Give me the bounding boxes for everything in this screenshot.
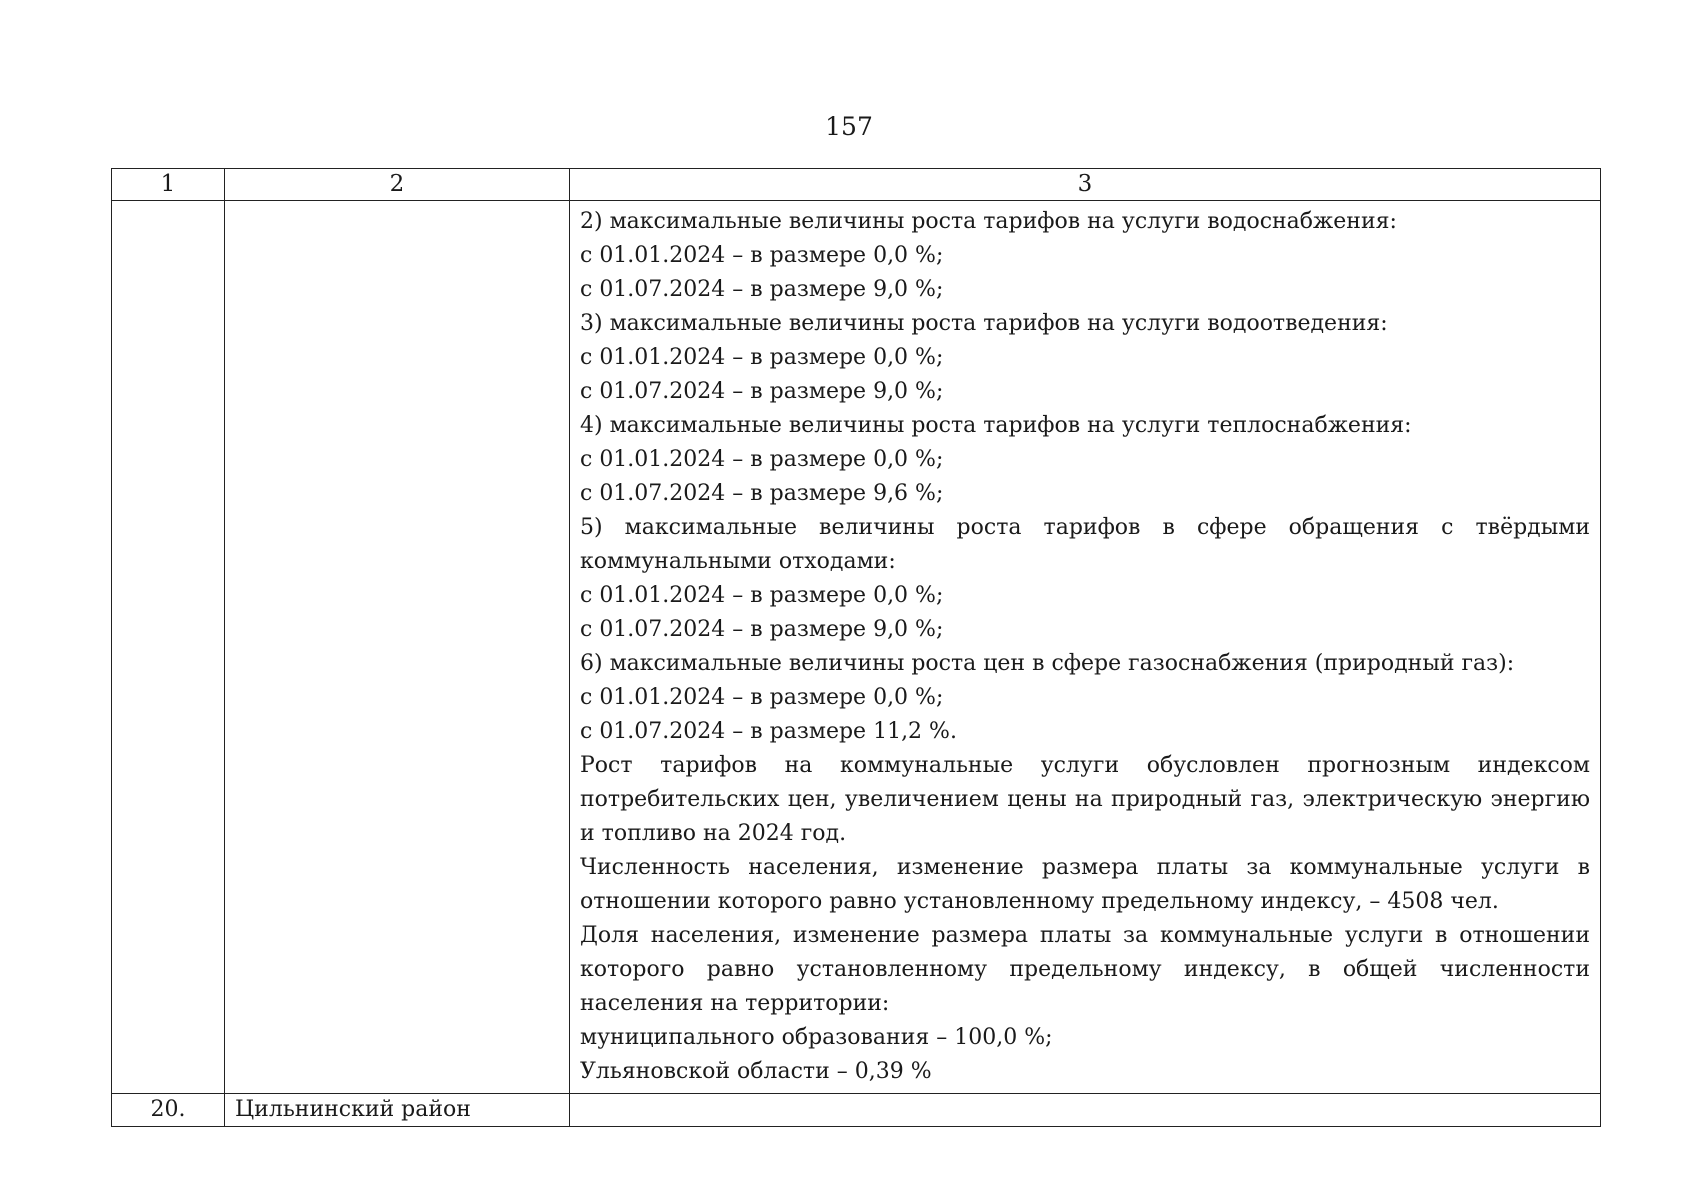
tariff-table: [111, 168, 1601, 1127]
content-paragraph: 3) максимальные величины роста тарифов на услуги водоотведения:: [580, 311, 1388, 336]
cell-number-empty: [112, 201, 225, 1094]
cell-content: [570, 201, 1601, 1094]
content-paragraph: Численность населения, изменение размера платы за коммунальные услуги в отношении которого равно установленному предельному индексу, – 4508 чел.: [580, 855, 1590, 914]
content-paragraph: с 01.07.2024 – в размере 9,0 %;: [580, 379, 944, 404]
content-paragraph: с 01.01.2024 – в размере 0,0 %;: [580, 685, 944, 710]
header-col-1: 1: [112, 169, 225, 201]
content-paragraph: Рост тарифов на коммунальные услуги обусловлен прогнозным индексом потребительских цен, увеличением цены на природный газ, электрическую энергию и топливо на 2024 год.: [580, 753, 1590, 846]
content-paragraph: с 01.07.2024 – в размере 9,0 %;: [580, 277, 944, 302]
content-paragraph: с 01.01.2024 – в размере 0,0 %;: [580, 345, 944, 370]
row-district-name: Цильнинский район: [225, 1094, 570, 1127]
content-paragraph: с 01.01.2024 – в размере 0,0 %;: [580, 243, 944, 268]
content-paragraph: 6) максимальные величины роста цен в сфере газоснабжения (природный газ):: [580, 651, 1515, 676]
row-number: 20.: [112, 1094, 225, 1127]
header-col-2: 2: [225, 169, 570, 201]
page-number: 157: [825, 112, 873, 141]
content-paragraph: с 01.01.2024 – в размере 0,0 %;: [580, 583, 944, 608]
content-paragraph: с 01.07.2024 – в размере 11,2 %.: [580, 719, 957, 744]
content-paragraph: Ульяновской области – 0,39 %: [580, 1059, 932, 1084]
content-paragraph: 5) максимальные величины роста тарифов в сфере обращения с твёрдыми коммунальными отходами:: [580, 515, 1590, 574]
row-content: [570, 1094, 1601, 1127]
content-paragraph: Доля населения, изменение размера платы за коммунальные услуги в отношении которого равно установленному предельному индексу, в общей численности населения на территории:: [580, 923, 1590, 1016]
content-paragraph: 2) максимальные величины роста тарифов на услуги водоснабжения:: [580, 209, 1397, 234]
content-paragraph: с 01.07.2024 – в размере 9,6 %;: [580, 481, 944, 506]
content-paragraph: с 01.07.2024 – в размере 9,0 %;: [580, 617, 944, 642]
header-col-3: 3: [570, 169, 1601, 201]
content-paragraph: 4) максимальные величины роста тарифов на услуги теплоснабжения:: [580, 413, 1412, 438]
table-row-continuation: [112, 201, 1601, 1094]
table-header-row: [112, 169, 1601, 201]
content-paragraph: муниципального образования – 100,0 %;: [580, 1025, 1053, 1050]
content-lines: [580, 205, 1590, 1089]
cell-name-empty: [225, 201, 570, 1094]
content-paragraph: с 01.01.2024 – в размере 0,0 %;: [580, 447, 944, 472]
table-row: [112, 1094, 1601, 1127]
